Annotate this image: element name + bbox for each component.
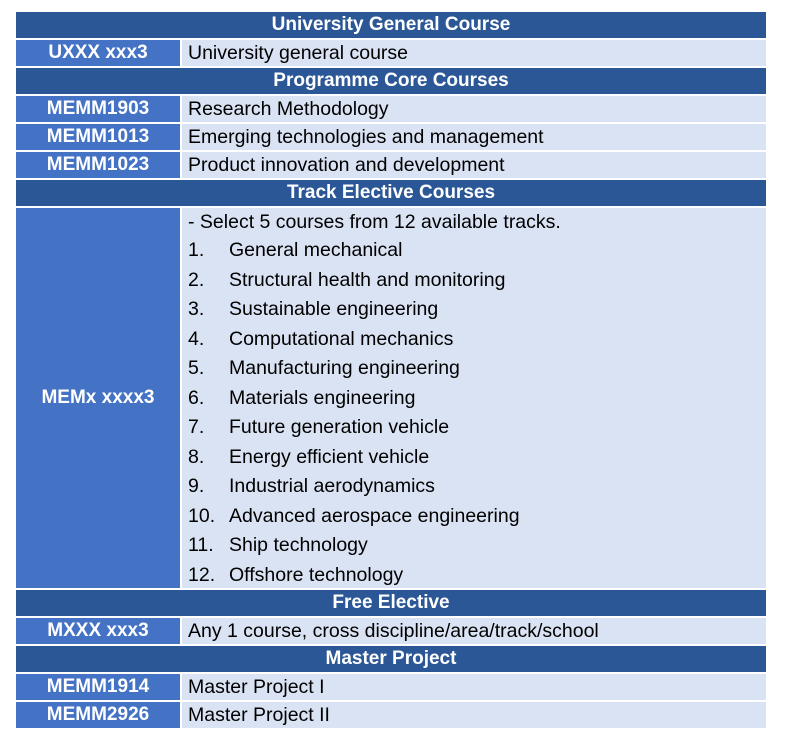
track-label: Manufacturing engineering — [229, 357, 460, 379]
track-number: 6. — [188, 386, 205, 409]
curriculum-table — [16, 12, 766, 730]
track-number: 10. — [188, 504, 216, 527]
course-description: Any 1 course, cross discipline/area/track/school — [182, 618, 766, 644]
track-label: General mechanical — [229, 239, 403, 261]
track-number: 1. — [188, 239, 205, 261]
track-item — [188, 413, 520, 443]
section-header-free-elective: Free Elective — [16, 590, 766, 616]
course-description: University general course — [182, 40, 766, 66]
course-code: MEMx xxxx3 — [16, 208, 180, 588]
track-item — [188, 266, 520, 296]
section-header-core: Programme Core Courses — [16, 68, 766, 94]
track-item — [188, 502, 520, 532]
track-elective-row — [16, 208, 766, 588]
course-row — [16, 674, 766, 700]
track-label: Computational mechanics — [229, 327, 454, 350]
section-header-track: Track Elective Courses — [16, 180, 766, 206]
track-item — [188, 561, 520, 591]
course-row — [16, 702, 766, 728]
track-label: Industrial aerodynamics — [229, 475, 435, 497]
track-item — [188, 354, 520, 384]
track-label: Offshore technology — [229, 563, 404, 586]
course-description: Product innovation and development — [182, 152, 766, 178]
track-label: Structural health and monitoring — [229, 268, 506, 291]
course-code: MEMM2926 — [16, 702, 180, 728]
track-item — [188, 443, 520, 473]
track-label: Sustainable engineering — [229, 298, 439, 320]
track-number: 5. — [188, 357, 205, 379]
course-code: MEMM1013 — [16, 124, 180, 150]
track-number: 3. — [188, 298, 205, 320]
course-row — [16, 152, 766, 178]
track-item — [188, 236, 520, 266]
track-label: Energy efficient vehicle — [229, 445, 430, 468]
section-header-master-project: Master Project — [16, 646, 766, 672]
section-header-university: University General Course — [16, 12, 766, 38]
track-item — [188, 384, 520, 414]
track-item — [188, 472, 520, 502]
track-number: 9. — [188, 475, 205, 497]
track-number: 7. — [188, 416, 205, 438]
track-elective-description — [182, 208, 766, 588]
track-label: Advanced aerospace engineering — [229, 504, 520, 527]
track-list — [188, 236, 520, 590]
track-label: Materials engineering — [229, 386, 416, 409]
track-label: Ship technology — [229, 534, 368, 556]
track-item — [188, 325, 520, 355]
course-description: Emerging technologies and management — [182, 124, 766, 150]
course-code: UXXX xxx3 — [16, 40, 180, 66]
course-code: MEMM1903 — [16, 96, 180, 122]
track-number: 4. — [188, 327, 205, 350]
course-row — [16, 618, 766, 644]
track-number: 12. — [188, 563, 216, 586]
course-description: Research Methodology — [182, 96, 766, 122]
course-row — [16, 96, 766, 122]
course-code: MEMM1023 — [16, 152, 180, 178]
course-description: Master Project II — [182, 702, 766, 728]
track-number: 8. — [188, 445, 205, 468]
course-row — [16, 40, 766, 66]
track-number: 2. — [188, 268, 205, 291]
course-row — [16, 124, 766, 150]
track-number: 11. — [188, 534, 214, 556]
course-code: MXXX xxx3 — [16, 618, 180, 644]
course-code: MEMM1914 — [16, 674, 180, 700]
track-label: Future generation vehicle — [229, 416, 450, 438]
selection-note: - Select 5 courses from 12 available tracks. — [188, 211, 561, 233]
track-item — [188, 531, 520, 561]
track-item — [188, 295, 520, 325]
course-description: Master Project I — [182, 674, 766, 700]
